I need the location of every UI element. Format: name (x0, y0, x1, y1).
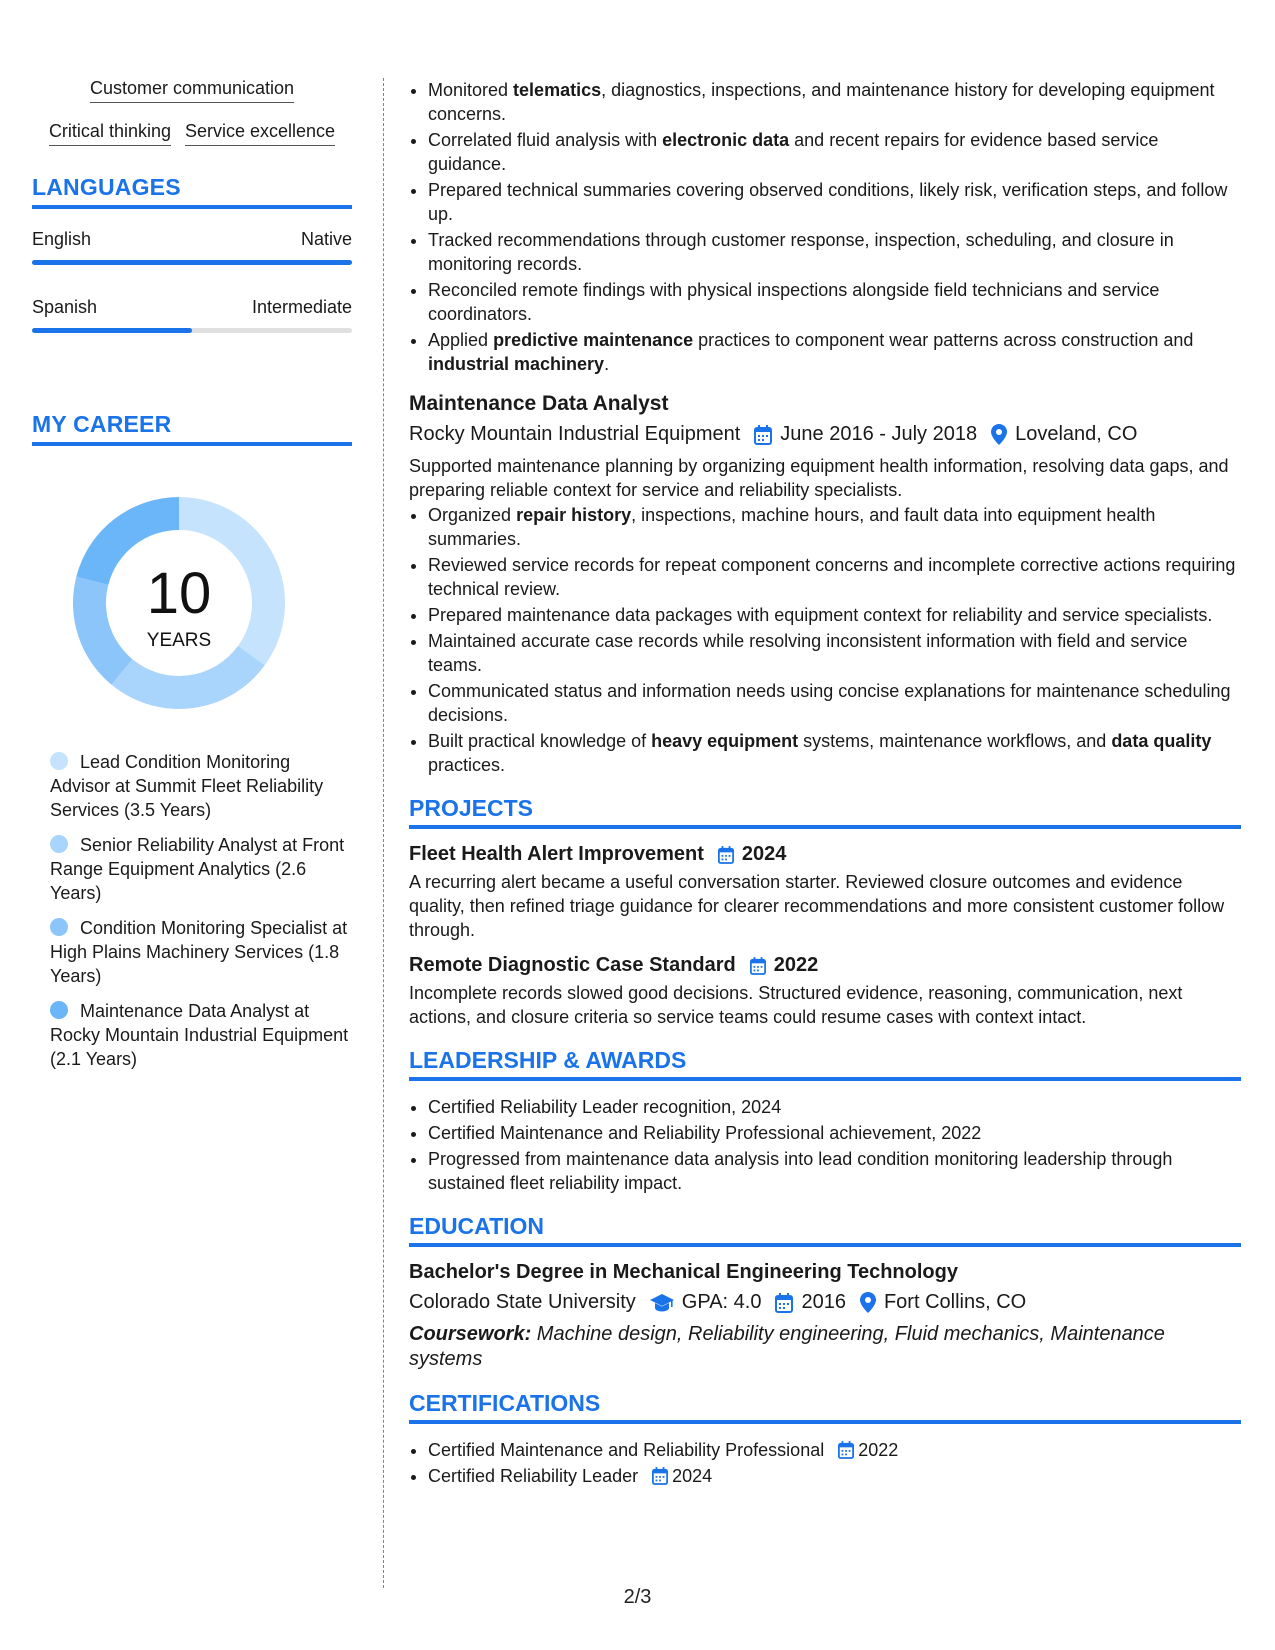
bullet-text: Applied (428, 330, 494, 350)
certification-line (428, 1464, 712, 1488)
bullet-item (428, 328, 1241, 376)
bullet-text: Communicated status and information needs using concise explanations for maintenance scheduling decisions. (428, 681, 1231, 725)
job-meta (409, 423, 1241, 446)
job-location: Loveland, CO (1015, 423, 1138, 445)
bullet-item (428, 78, 1241, 126)
map-pin-icon (860, 1292, 876, 1313)
bullet-text: , inspections, machine hours, and fault data into equipment health summaries. (428, 505, 1156, 549)
career-item-text: Condition Monitoring Specialist at High Plains Machinery Services (1.8 Years) (50, 918, 348, 986)
career-heading: MY CAREER (32, 411, 352, 446)
languages-list (32, 229, 352, 333)
calendar-icon (838, 1441, 854, 1459)
bullet-text: Monitored (428, 80, 514, 100)
career-dot (50, 752, 68, 770)
career-item-text: Senior Reliability Analyst at Front Range Equipment Analytics (2.6 Years) (50, 835, 345, 903)
bullet-text: Tracked recommendations through customer response, inspection, scheduling, and closure in monitoring records. (428, 230, 1174, 274)
gpa: GPA: 4.0 (681, 1291, 762, 1313)
job-title: Maintenance Data Analyst (409, 392, 669, 415)
bullet-keyword: heavy equipment (651, 731, 799, 751)
bullet-keyword: electronic data (662, 130, 790, 150)
project-description: A recurring alert became a useful conversation starter. Reviewed closure outcomes and evidence quality, then refined triage guidance for clearer recommendations and more consistent customer follow through. (409, 872, 1225, 940)
left-column (32, 78, 352, 1082)
leadership-heading: LEADERSHIP & AWARDS (409, 1047, 1241, 1081)
language-row (32, 297, 352, 318)
project-title: Remote Diagnostic Case Standard (409, 954, 736, 976)
certification-year: 2024 (672, 1466, 713, 1486)
career-item (50, 916, 352, 988)
career-item (50, 750, 352, 822)
language-row (32, 229, 352, 250)
career-dot (50, 918, 68, 936)
certifications-list (409, 1438, 1241, 1488)
certification-line (428, 1438, 898, 1462)
career-dot (50, 835, 68, 853)
language-level: Native (300, 229, 352, 249)
career-total-number: 10 (146, 561, 212, 626)
map-pin-icon (991, 424, 1007, 445)
bullet-item (428, 503, 1241, 551)
right-column (409, 78, 1241, 1490)
coursework-list: Machine design, Reliability engineering, Fluid mechanics, Maintenance systems (409, 1323, 1165, 1370)
calendar-icon (652, 1467, 668, 1485)
bullet-text: . (604, 354, 610, 374)
leadership-item: • Certified Maintenance and Reliability Professional achievement, 2022 (428, 1121, 1241, 1145)
certification-item (428, 1464, 1241, 1488)
career-item (50, 833, 352, 905)
bullet-item (428, 679, 1241, 727)
language-item (32, 229, 352, 265)
language-level: Intermediate (251, 297, 352, 317)
graduation-cap-icon (650, 1294, 674, 1312)
leadership-item: • Progressed from maintenance data analysis into lead condition monitoring leadership through sustained fleet reliability impact. (428, 1147, 1241, 1195)
project-title-row (409, 954, 1241, 977)
education-heading: EDUCATION (409, 1213, 1241, 1247)
bullet-keyword: data quality (1111, 731, 1212, 751)
previous-job-bullets (409, 78, 1241, 376)
job-company: Rocky Mountain Industrial Equipment (409, 423, 741, 445)
career-item (50, 999, 352, 1071)
bullet-text: and recent repairs for evidence based service guidance. (428, 130, 1159, 174)
calendar-icon (718, 846, 734, 864)
leadership-item: • Certified Reliability Leader recognition, 2024 (428, 1095, 1241, 1119)
bullet-text: Maintained accurate case records while resolving inconsistent information with field and service teams. (428, 631, 1188, 675)
bullet-item (428, 629, 1241, 677)
project-title-row (409, 843, 1241, 866)
skill-tag: Customer communication (90, 78, 294, 103)
job-summary: Supported maintenance planning by organizing equipment health information, resolving data gaps, and preparing reliable context for service and reliability specialists. (409, 456, 1229, 500)
project-year: 2022 (773, 954, 819, 976)
bullet-item (428, 603, 1241, 627)
bullet-text: practices to component wear patterns across construction and (693, 330, 1194, 350)
degree-title: Bachelor's Degree in Mechanical Engineering Technology (409, 1261, 958, 1283)
career-total-unit: YEARS (146, 630, 212, 651)
bullet-item (428, 278, 1241, 326)
bullet-text: Built practical knowledge of (428, 731, 652, 751)
bullet-text: practices. (428, 755, 506, 775)
job-bullets (409, 503, 1241, 777)
project-year: 2024 (741, 843, 787, 865)
language-item (32, 297, 352, 333)
donut-slice-1 (111, 646, 264, 709)
skill-tag: Service excellence (185, 121, 335, 146)
project-title: Fleet Health Alert Improvement (409, 843, 704, 865)
bullet-text: Prepared technical summaries covering observed conditions, likely risk, verification steps, and follow up. (428, 180, 1228, 224)
coursework (409, 1322, 1241, 1372)
bullet-item (428, 228, 1241, 276)
language-name: Spanish (32, 297, 98, 317)
skills-section (32, 78, 352, 146)
bullet-item (428, 178, 1241, 226)
certification-name: • Certified Reliability Leader (428, 1466, 639, 1486)
skill-tag: Critical thinking (49, 121, 171, 146)
bullet-keyword: repair history (516, 505, 632, 525)
language-bar-fill (32, 328, 192, 333)
bullet-keyword: telematics (513, 80, 602, 100)
certification-name: • Certified Maintenance and Reliability Professional (428, 1440, 825, 1460)
job-dates: June 2016 - July 2018 (780, 423, 978, 445)
bullet-text: systems, maintenance workflows, and (798, 731, 1112, 751)
projects-heading: PROJECTS (409, 795, 1241, 829)
career-item-text: Lead Condition Monitoring Advisor at Summit Fleet Reliability Services (3.5 Years) (50, 752, 324, 820)
bullet-item (428, 729, 1241, 777)
projects-list (409, 843, 1241, 1029)
certification-year: 2022 (858, 1440, 899, 1460)
page-number: 2/3 (623, 1586, 652, 1608)
bullet-text: Prepared maintenance data packages with equipment context for reliability and service specialists. (428, 605, 1213, 625)
language-bar-fill (32, 260, 352, 265)
education-meta (409, 1291, 1241, 1314)
calendar-icon (754, 425, 772, 445)
bullet-text: Organized (428, 505, 517, 525)
certification-item (428, 1438, 1241, 1462)
career-item-text: Maintenance Data Analyst at Rocky Mountain Industrial Equipment (2.1 Years) (50, 1001, 349, 1069)
bullet-text: , diagnostics, inspections, and maintenance history for developing equipment concerns. (428, 80, 1215, 124)
language-bar (32, 328, 352, 333)
career-legend (32, 750, 352, 1071)
leadership-list (409, 1095, 1241, 1195)
graduation-year: 2016 (801, 1291, 846, 1313)
bullet-text: Reviewed service records for repeat component concerns and incomplete corrective actions requiring technical review. (428, 555, 1236, 599)
school-location: Fort Collins, CO (883, 1291, 1027, 1313)
bullet-text: Correlated fluid analysis with (428, 130, 663, 150)
certifications-heading: CERTIFICATIONS (409, 1390, 1241, 1424)
bullet-text: Reconciled remote findings with physical inspections alongside field technicians and service coordinators. (428, 280, 1160, 324)
calendar-icon (750, 957, 766, 975)
calendar-icon (775, 1293, 793, 1313)
bullet-item (428, 553, 1241, 601)
languages-heading: LANGUAGES (32, 174, 352, 209)
language-name: English (32, 229, 92, 249)
language-bar (32, 260, 352, 265)
bullet-item (428, 128, 1241, 176)
career-dot (50, 1001, 68, 1019)
column-divider (383, 78, 384, 1588)
bullet-keyword: industrial machinery (428, 354, 605, 374)
project-description: Incomplete records slowed good decisions. Structured evidence, reasoning, communication, next actions, and closure criteria so service teams could resume cases with context intact. (409, 983, 1183, 1027)
coursework-label: Coursework: (409, 1323, 532, 1345)
bullet-keyword: predictive maintenance (493, 330, 694, 350)
school-name: Colorado State University (409, 1291, 636, 1313)
career-donut-chart (64, 488, 294, 718)
